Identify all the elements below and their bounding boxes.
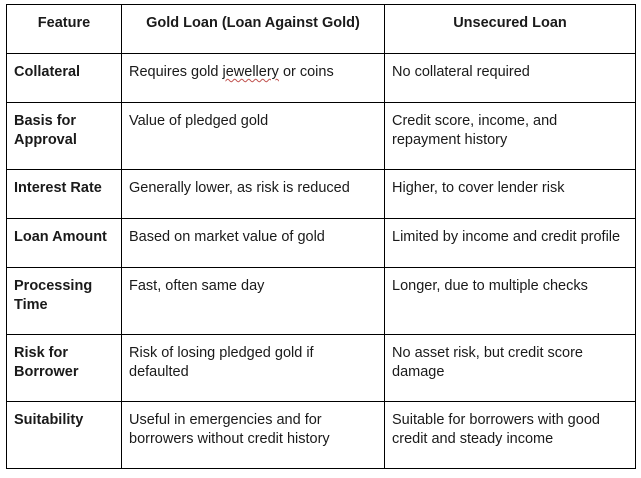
unsecured-loan-cell: No asset risk, but credit score damage [385, 335, 636, 402]
unsecured-loan-cell: Higher, to cover lender risk [385, 170, 636, 219]
unsecured-loan-cell: Credit score, income, and repayment history [385, 103, 636, 170]
feature-cell: Collateral [7, 54, 122, 103]
unsecured-loan-cell: Limited by income and credit profile [385, 219, 636, 268]
unsecured-loan-cell: No collateral required [385, 54, 636, 103]
header-feature: Feature [7, 5, 122, 54]
gold-loan-text: or coins [278, 64, 334, 80]
feature-cell: Interest Rate [7, 170, 122, 219]
gold-loan-text: Requires gold [129, 64, 223, 80]
gold-loan-cell [122, 54, 385, 103]
table-row-loan-amount [7, 219, 636, 268]
gold-loan-cell: Based on market value of gold [122, 219, 385, 268]
comparison-table [6, 4, 636, 469]
spellcheck-flagged-word[interactable]: jewellery [222, 64, 279, 80]
gold-loan-cell: Risk of losing pledged gold if defaulted [122, 335, 385, 402]
feature-cell: Risk for Borrower [7, 335, 122, 402]
table-row-collateral [7, 54, 636, 103]
table-row-suitability [7, 402, 636, 469]
unsecured-loan-cell: Longer, due to multiple checks [385, 268, 636, 335]
table-header-row [7, 5, 636, 54]
table-row-basis-for-approval [7, 103, 636, 170]
feature-cell: Loan Amount [7, 219, 122, 268]
header-gold-loan: Gold Loan (Loan Against Gold) [122, 5, 385, 54]
unsecured-loan-cell: Suitable for borrowers with good credit and steady income [385, 402, 636, 469]
feature-cell: Basis for Approval [7, 103, 122, 170]
table-row-processing-time [7, 268, 636, 335]
feature-cell: Suitability [7, 402, 122, 469]
gold-loan-cell: Generally lower, as risk is reduced [122, 170, 385, 219]
feature-cell: Processing Time [7, 268, 122, 335]
header-unsecured-loan: Unsecured Loan [385, 5, 636, 54]
table-row-interest-rate [7, 170, 636, 219]
gold-loan-cell: Value of pledged gold [122, 103, 385, 170]
gold-loan-cell: Fast, often same day [122, 268, 385, 335]
table-row-risk-for-borrower [7, 335, 636, 402]
gold-loan-cell: Useful in emergencies and for borrowers without credit history [122, 402, 385, 469]
